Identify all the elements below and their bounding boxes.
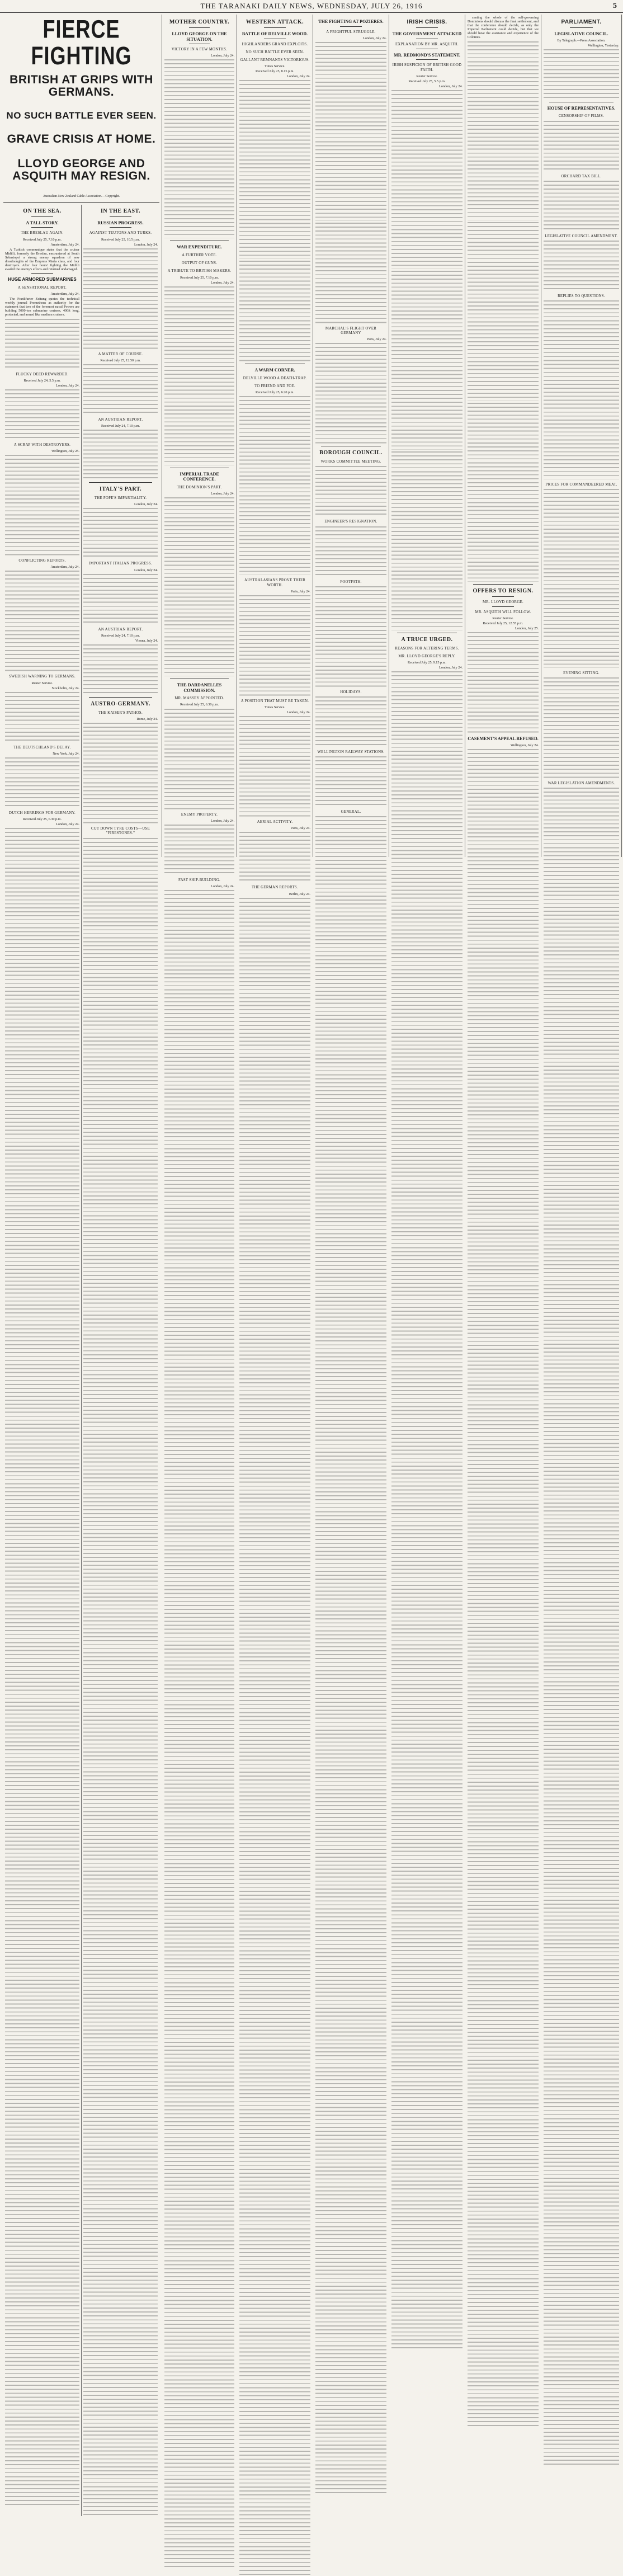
article-body-lines	[391, 271, 462, 450]
masthead-title: THE TARANAKI DAILY NEWS, WEDNESDAY, JULY 26, 1916	[200, 2, 423, 10]
section-imperial-trade: IMPERIAL TRADE CONFERENCE.	[180, 471, 219, 482]
headline-grave-crisis: GRAVE CRISIS AT HOME.	[7, 132, 156, 145]
sub-highlanders: HIGHLANDERS GRAND EXPLOITS.	[242, 42, 308, 46]
article-body-lines	[315, 586, 386, 687]
article-body-lines	[315, 223, 386, 323]
article-body-lines	[315, 42, 386, 221]
sub-legislative-council: LEGISLATIVE COUNCIL.	[554, 31, 608, 36]
headline-lloyd-george-asquith: LLOYD GEORGE AND ASQUITH MAY RESIGN.	[12, 157, 150, 182]
article-body-lines	[468, 403, 539, 582]
article-body-lines	[164, 890, 234, 2568]
article-body-lines	[391, 451, 462, 630]
section-irish-crisis: IRISH CRISIS.	[407, 19, 447, 25]
section-austrian-report-2: AN AUSTRIAN REPORT.	[98, 627, 143, 632]
credit-line: Times Service.	[265, 705, 285, 709]
article-text: centing the whole of the self-governing Dominions should discuss the final settlement, and that the conference should decide, as only the Imperial Parliament could decide, but that we should have the assistance and experience of the Colonies.	[468, 16, 539, 40]
dateline: London, July 24.	[211, 54, 234, 58]
sub-reasons: REASONS FOR ALTERING TERMS.	[395, 646, 459, 651]
credit-line: Reuter Service.	[492, 616, 514, 620]
column-western-attack	[237, 15, 313, 896]
dateline: Paris, July 24.	[366, 337, 386, 342]
section-marchal: MARCHAL'S FLIGHT OVER GERMANY	[325, 326, 377, 335]
dateline: London, July 25.	[515, 627, 539, 631]
column-continuation	[465, 15, 541, 857]
dateline: Paris, July 24.	[290, 589, 310, 594]
article-body-lines	[315, 526, 386, 577]
article-text: A Turkish communique states that the cruiser Midilli, formerly the Breslau, encountered at South Sebastopol a strong enemy squadron of new dreadnoughts of the Empress Maria class, and four destroyers. After four hours' fighting the Midilli evaded the enemy's efforts and returned undamaged.	[5, 247, 79, 272]
article-body-lines	[5, 455, 79, 555]
dateline: Amsterdam, July 24.	[50, 292, 79, 296]
section-australasians: AUSTRALASIANS PROVE THEIR WORTH.	[244, 578, 305, 587]
cable-credit: Australian-New Zealand Cable Association.—Copyright.	[43, 194, 120, 198]
article-body-lines	[544, 121, 619, 171]
article-body-lines	[83, 508, 158, 558]
credit-line: Reuter Service.	[31, 681, 53, 685]
dateline: Wellington, July 24.	[510, 743, 539, 747]
received-line: Received July 25, 12.55 p.m.	[483, 621, 523, 625]
section-in-the-east: IN THE EAST.	[101, 208, 140, 214]
article-body-lines	[544, 241, 619, 291]
section-casement: CASEMENT'S APPEAL REFUSED.	[468, 736, 539, 742]
sub-lloyd-george-reply: MR. LLOYD GEORGE'S REPLY.	[398, 654, 456, 659]
article-body-lines	[468, 41, 539, 220]
dateline: London, July 24.	[363, 36, 386, 40]
sub-irish-suspicion: IRISH SUSPICION OF BRITISH GOOD FAITH.	[392, 63, 462, 72]
article-body-lines	[239, 898, 310, 2576]
article-body-lines	[544, 300, 619, 479]
received-line: Received July 25, 7.10 p.m.	[22, 237, 62, 242]
section-dardanelles: THE DARDANELLES COMMISSION.	[177, 682, 222, 693]
dateline: Amsterdam, July 24.	[50, 565, 79, 569]
section-course: A MATTER OF COURSE.	[98, 352, 143, 356]
dateline: London, July 24.	[211, 884, 234, 888]
article-body-lines	[391, 671, 462, 2349]
article-body-lines	[468, 749, 539, 2427]
sub-dominions-part: THE DOMINION'S PART.	[177, 485, 222, 489]
column-pozieres	[313, 15, 389, 857]
received-line: Received July 25, 6.30 p.m.	[22, 817, 62, 822]
dateline: London, July 24.	[56, 822, 79, 827]
sub-frightful-struggle: A FRIGHTFUL STRUGGLE.	[326, 30, 376, 34]
section-war-expenditure: WAR EXPENDITURE.	[177, 244, 222, 250]
dateline: Wellington, July 25.	[51, 449, 79, 454]
section-warm-corner: A WARM CORNER.	[254, 368, 295, 373]
sub-explanation-asquith: EXPLANATION BY MR. ASQUITH.	[395, 42, 459, 46]
article-body-lines	[5, 389, 79, 440]
column-irish-crisis	[389, 15, 465, 857]
section-german-reports: THE GERMAN REPORTS.	[252, 886, 298, 890]
article-body-lines	[83, 430, 158, 480]
dateline: Amsterdam, July 24.	[50, 242, 79, 247]
section-position: A POSITION THAT MUST BE TAKEN.	[240, 699, 309, 703]
sub-footpath: FOOTPATH.	[340, 580, 362, 584]
article-body-lines	[164, 59, 234, 238]
page-number: 5	[613, 2, 617, 10]
section-enemy-property: ENEMY PROPERTY.	[181, 812, 218, 817]
article-body-lines	[315, 343, 386, 444]
article-body-lines	[315, 466, 386, 516]
headline-fierce-fighting: FIERCE FIGHTING	[31, 15, 132, 70]
article-body-lines	[5, 828, 79, 2506]
sub-censorship: CENSORSHIP OF FILMS.	[558, 114, 605, 119]
article-body-lines	[164, 709, 234, 809]
section-dutch: DUTCH HERRINGS FOR GERMANY.	[8, 811, 75, 816]
sub-replies: REPLIES TO QUESTIONS.	[558, 294, 605, 298]
sub-asquith-follow: MR. ASQUITH WILL FOLLOW.	[475, 610, 531, 614]
sub-victory: VICTORY IN A FEW MONTHS.	[171, 48, 228, 52]
sub-tall-story: A TALL STORY.	[26, 220, 59, 225]
dateline: London, July 24.	[211, 280, 234, 285]
sub-orchard-tax: ORCHARD TAX BILL.	[561, 174, 602, 178]
dateline: London, July 24.	[287, 710, 310, 714]
dateline: Paris, July 24.	[290, 826, 310, 831]
article-body-lines	[468, 222, 539, 401]
dateline: Stockholm, July 24.	[51, 686, 79, 690]
dateline: London, July 24.	[134, 242, 158, 247]
received-line: Received July 25, 10.5 p.m.	[101, 237, 140, 242]
article-body-lines	[544, 489, 619, 668]
section-borough-council: BOROUGH COUNCIL.	[319, 450, 383, 456]
section-scrap: A SCRAP WITH DESTROYERS.	[13, 442, 71, 447]
article-body-lines	[83, 838, 158, 2516]
article-body-lines	[544, 788, 619, 2466]
section-austro-germany: AUSTRO-GERMANY.	[91, 701, 150, 708]
received-line: Received July 24, 5.5 p.m.	[23, 378, 61, 383]
sub-massey-appointed: MR. MASSEY APPOINTED.	[174, 696, 224, 701]
sub-prices-meat: PRICES FOR COMMANDEERED MEAT.	[545, 483, 617, 487]
received-line: Received July 25, 5.5 p.m.	[408, 79, 446, 83]
article-body-lines	[5, 319, 79, 369]
article-body-lines	[468, 632, 539, 733]
sub-lloyd-george: MR. LLOYD GEORGE.	[482, 600, 524, 604]
dateline: London, July 24.	[134, 568, 158, 572]
section-offers-resign: OFFERS TO RESIGN.	[473, 587, 534, 594]
section-italys-part: ITALY'S PART.	[99, 486, 142, 493]
sub-death-trap: DELVILLE WOOD A DEATH-TRAP.	[243, 376, 307, 380]
article-body-lines	[544, 49, 619, 100]
sub-railway-stations: WELLINGTON RAILWAY STATIONS.	[317, 750, 385, 754]
section-submarines: HUGE ARMORED SUBMARINES	[8, 277, 77, 282]
headline-british-grips: BRITISH AT GRIPS WITH GERMANS.	[10, 73, 153, 98]
sub-legislative-amendment: LEGISLATIVE COUNCIL AMENDMENT.	[545, 234, 618, 238]
received-line: Received July 24, 7.10 p.m.	[101, 424, 140, 428]
sub-gallant-remnants: GALLANT REMNANTS VICTORIOUS.	[240, 58, 310, 62]
dateline: Rome, July 24.	[136, 717, 158, 722]
article-body-lines	[164, 286, 234, 465]
dateline: London, July 24.	[56, 383, 79, 388]
column-1	[1, 15, 162, 857]
received-line: Received July 25, 8.15 p.m.	[255, 69, 295, 74]
sub-russian-progress: RUSSIAN PROGRESS.	[97, 220, 144, 225]
article-body-lines	[315, 696, 386, 747]
article-body-lines	[544, 181, 619, 231]
sub-popes-impartiality: THE POPE'S IMPARTIALITY.	[94, 496, 147, 501]
sub-teutons-turks: AGAINST TEUTONS AND TURKS.	[89, 231, 152, 236]
article-body-lines	[83, 248, 158, 349]
sub-breslau: THE BRESLAU AGAIN.	[21, 231, 64, 236]
masthead	[0, 0, 623, 13]
dateline: London, July 24.	[439, 666, 462, 670]
sub-further-vote: A FURTHER VOTE.	[182, 253, 217, 258]
sub-evening-sitting: EVENING SITTING.	[563, 671, 600, 676]
section-conflicting: CONFLICTING REPORTS.	[18, 559, 66, 563]
sub-no-such-battle: NO SUCH BATTLE EVER SEEN.	[246, 50, 304, 54]
dateline: Berlin, July 24.	[289, 892, 310, 896]
article-body-lines	[315, 756, 386, 807]
article-body-lines	[83, 364, 158, 415]
sub-friend-foe: TO FRIEND AND FOE.	[254, 384, 295, 389]
received-line: Received July 25, 9.15 p.m.	[407, 661, 447, 665]
sub-general: GENERAL.	[341, 810, 361, 814]
credit-line: Reuter Service.	[416, 74, 438, 78]
dateline: Vienna, July 24.	[135, 638, 158, 643]
sub-engineers-resignation: ENGINEER'S RESIGNATION.	[324, 520, 377, 524]
section-house-reps: HOUSE OF REPRESENTATIVES.	[547, 105, 616, 111]
article-body-lines	[239, 832, 310, 882]
section-fast-ship: FAST SHIP-BUILDING.	[178, 878, 220, 882]
sub-war-legislation: WAR LEGISLATION AMENDMENTS.	[548, 781, 615, 786]
dateline: London, July 24.	[211, 818, 234, 823]
article-body-lines	[83, 644, 158, 695]
dateline: London, July 24.	[134, 502, 158, 507]
sub-columns	[3, 205, 159, 2516]
section-aerial: AERIAL ACTIVITY.	[257, 820, 293, 825]
sub-column-sea	[3, 205, 82, 2516]
article-text: The Frankfurter Zeitung quotes the technical weekly journal Prometheus as authority for the statement that two of the foremost naval Powers are building 5000-ton submarine cruisers, 400ft long, protected, and armed like medium cruisers.	[5, 297, 79, 317]
credit-line: By Telegraph.—Press Association.	[557, 38, 606, 43]
section-austrian-report: AN AUSTRIAN REPORT.	[98, 417, 143, 422]
dateline: London, July 24.	[439, 84, 462, 88]
dateline: London, July 24.	[211, 492, 234, 496]
sub-kaisers-pathos: THE KAISER'S PATHOS.	[98, 711, 143, 715]
sub-government-attacked: THE GOVERNMENT ATTACKED	[392, 31, 462, 36]
section-flucky: FLUCKY DEED REWARDED.	[16, 372, 69, 376]
section-mother-country: MOTHER COUNTRY.	[169, 19, 230, 25]
headline-no-such-battle: NO SUCH BATTLE EVER SEEN.	[6, 110, 157, 121]
sub-tribute: A TRIBUTE TO BRITISH MAKERS.	[167, 269, 232, 274]
article-body-lines	[5, 692, 79, 742]
article-body-lines	[164, 825, 234, 875]
article-body-lines	[5, 757, 79, 808]
article-body-lines	[315, 816, 386, 2494]
article-body-lines	[391, 90, 462, 269]
received-line: Received July 25, 6.30 p.m.	[180, 703, 219, 707]
article-body-lines	[239, 80, 310, 259]
article-body-lines	[239, 595, 310, 696]
received-line: Received July 25, 12.50 p.m.	[100, 358, 141, 362]
article-body-lines	[544, 677, 619, 778]
article-body-lines	[239, 716, 310, 817]
sub-output-guns: OUTPUT OF GUNS.	[181, 261, 218, 266]
article-body-lines	[83, 574, 158, 624]
column-parliament	[541, 15, 622, 857]
sub-works-committee: WORKS COMMITTEE MEETING.	[320, 460, 381, 464]
credit-line: Times Service.	[265, 64, 285, 69]
sub-redmonds-statement: MR. REDMOND'S STATEMENT.	[394, 52, 460, 58]
section-italian-progress: IMPORTANT ITALIAN PROGRESS.	[88, 562, 153, 566]
article-body-lines	[239, 261, 310, 361]
section-deutschland: THE DEUTSCHLAND'S DELAY.	[13, 745, 71, 750]
article-body-lines	[239, 396, 310, 575]
section-western-attack: WESTERN ATTACK.	[246, 19, 304, 25]
received-line: Received July 25, 7.10 p.m.	[180, 275, 219, 280]
section-parliament: PARLIAMENT.	[561, 19, 602, 25]
received-line: Received July 25, 6.20 p.m.	[255, 390, 295, 395]
article-body-lines	[5, 571, 79, 671]
article-body-lines	[83, 723, 158, 823]
section-swedish: SWEDISH WARNING TO GERMANS.	[8, 675, 76, 679]
dateline: Wellington, Yesterday.	[588, 43, 619, 48]
section-on-the-sea: ON THE SEA.	[23, 208, 62, 214]
dateline: London, July 24.	[287, 74, 310, 79]
sub-sensational: A SENSATIONAL REPORT.	[18, 285, 67, 290]
received-line: Received July 24, 7.10 p.m.	[101, 633, 140, 638]
column-mother-country	[162, 15, 237, 888]
ad-firestones: CUT DOWN TYRE COSTS—USE "FIRESTONES."	[91, 827, 150, 836]
sub-holidays: HOLIDAYS.	[340, 690, 362, 694]
sub-column-east	[82, 205, 159, 2516]
sub-delville-wood: BATTLE OF DELVILLE WOOD.	[242, 31, 308, 36]
section-truce-urged: A TRUCE URGED.	[401, 636, 453, 643]
sub-lloyd-george-situation: LLOYD GEORGE ON THE SITUATION.	[172, 31, 227, 42]
dateline: New York, July 24.	[53, 751, 79, 756]
section-pozieres: THE FIGHTING AT POZIERES.	[318, 19, 384, 24]
article-body-lines	[164, 497, 234, 676]
